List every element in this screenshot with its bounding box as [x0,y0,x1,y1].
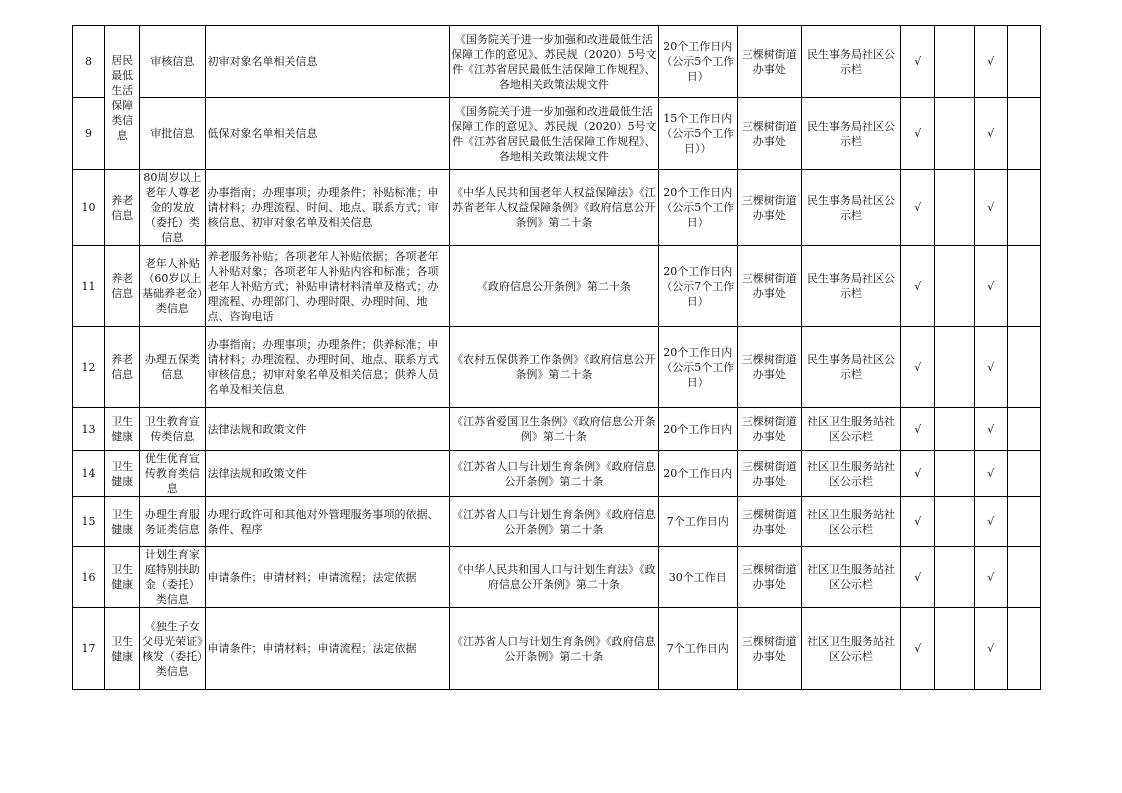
content-cell: 办理行政许可和其他对外管理服务事项的依据、条件、程序 [205,497,449,547]
check-cell-2 [935,98,974,170]
check-cell-4 [1007,246,1040,327]
check-cell-1: √ [901,451,935,497]
row-number: 8 [73,26,105,98]
category-cell: 养老信息 [105,327,140,408]
check-cell-3: √ [974,26,1007,98]
category-cell: 卫生健康 [105,497,140,547]
row-number: 13 [73,408,105,451]
row-number: 11 [73,246,105,327]
sub-item-cell: 优生优育宣传教育类信息 [140,451,205,497]
check-cell-4 [1007,408,1040,451]
check-cell-3: √ [974,170,1007,246]
subject-cell: 三棵树街道办事处 [737,408,801,451]
category-cell: 卫生健康 [105,608,140,690]
check-cell-2 [935,26,974,98]
time-limit-cell: 20个工作日内（公示5个工作日） [658,327,737,408]
basis-cell: 《江苏省人口与计划生育条例》《政府信息公开条例》第二十条 [449,608,658,690]
check-cell-2 [935,327,974,408]
table-row [73,408,1041,451]
time-limit-cell: 7个工作日内 [658,608,737,690]
basis-cell: 《中华人民共和国老年人权益保障法》《江苏省老年人权益保障条例》《政府信息公开条例》第二十条 [449,170,658,246]
check-cell-3: √ [974,98,1007,170]
time-limit-cell: 20个工作日内 [658,408,737,451]
time-limit-cell: 20个工作日内（公示5个工作日） [658,26,737,98]
check-cell-2 [935,497,974,547]
sub-item-cell: 老年人补贴（60岁以上基础养老金）类信息 [140,246,205,327]
category-cell: 养老信息 [105,246,140,327]
check-cell-4 [1007,170,1040,246]
table-row [73,547,1041,608]
basis-cell: 《政府信息公开条例》第二十条 [449,246,658,327]
subject-cell: 三棵树街道办事处 [737,327,801,408]
content-cell: 法律法规和政策文件 [205,408,449,451]
table-row [73,98,1041,170]
check-cell-4 [1007,327,1040,408]
channel-cell: 社区卫生服务站社区公示栏 [801,497,900,547]
content-cell: 养老服务补贴；各项老年人补贴依据；各项老年人补贴对象；各项老年人补贴内容和标准；各项老年人补贴方式；补贴申请材料清单及格式；办理流程、办理部门、办理时限、办理时间、地点、咨询电话 [205,246,449,327]
row-number: 15 [73,497,105,547]
row-number: 9 [73,98,105,170]
basis-cell: 《江苏省爱国卫生条例》《政府信息公开条例》第二十条 [449,408,658,451]
check-cell-1: √ [901,327,935,408]
check-cell-2 [935,170,974,246]
check-cell-3: √ [974,246,1007,327]
table-row [73,608,1041,690]
table-row [73,170,1041,246]
sub-item-cell: 办理生育服务证类信息 [140,497,205,547]
subject-cell: 三棵树街道办事处 [737,451,801,497]
channel-cell: 社区卫生服务站社区公示栏 [801,547,900,608]
category-cell: 卫生健康 [105,408,140,451]
channel-cell: 民生事务局社区公示栏 [801,170,900,246]
table-row [73,246,1041,327]
content-cell: 申请条件；申请材料；申请流程；法定依据 [205,547,449,608]
check-cell-1: √ [901,547,935,608]
content-cell: 申请条件；申请材料；申请流程；法定依据 [205,608,449,690]
check-cell-4 [1007,608,1040,690]
channel-cell: 社区卫生服务站社区公示栏 [801,608,900,690]
check-cell-1: √ [901,246,935,327]
category-cell: 卫生健康 [105,451,140,497]
check-cell-1: √ [901,408,935,451]
content-cell: 初审对象名单相关信息 [205,26,449,98]
sub-item-cell: 审核信息 [140,26,205,98]
channel-cell: 社区卫生服务站社区公示栏 [801,451,900,497]
time-limit-cell: 30个工作日 [658,547,737,608]
check-cell-4 [1007,497,1040,547]
row-number: 10 [73,170,105,246]
check-cell-2 [935,408,974,451]
sub-item-cell: 80周岁以上老年人尊老金的发放（委托）类信息 [140,170,205,246]
channel-cell: 社区卫生服务站社区公示栏 [801,408,900,451]
subject-cell: 三棵树街道办事处 [737,98,801,170]
check-cell-4 [1007,451,1040,497]
subject-cell: 三棵树街道办事处 [737,547,801,608]
subject-cell: 三棵树街道办事处 [737,608,801,690]
check-cell-4 [1007,26,1040,98]
category-cell: 养老信息 [105,170,140,246]
check-cell-2 [935,608,974,690]
table-row [73,327,1041,408]
content-cell: 低保对象名单相关信息 [205,98,449,170]
table-row [73,26,1041,98]
subject-cell: 三棵树街道办事处 [737,170,801,246]
channel-cell: 民生事务局社区公示栏 [801,26,900,98]
check-cell-4 [1007,547,1040,608]
sub-item-cell: 计划生育家庭特别扶助金（委托）类信息 [140,547,205,608]
basis-cell: 《中华人民共和国人口与计划生育法》《政府信息公开条例》第二十条 [449,547,658,608]
table-row [73,497,1041,547]
row-number: 16 [73,547,105,608]
check-cell-3: √ [974,408,1007,451]
basis-cell: 《江苏省人口与计划生育条例》《政府信息公开条例》第二十条 [449,497,658,547]
check-cell-1: √ [901,497,935,547]
content-cell: 法律法规和政策文件 [205,451,449,497]
row-number: 14 [73,451,105,497]
check-cell-2 [935,547,974,608]
time-limit-cell: 20个工作日内（公示5个工作日） [658,170,737,246]
basis-cell: 《国务院关于进一步加强和改进最低生活保障工作的意见》、苏民规（2020）5号文件《江苏省居民最低生活保障工作规程》、各地相关政策法规文件 [449,26,658,98]
time-limit-cell: 7个工作日内 [658,497,737,547]
basis-cell: 《农村五保供养工作条例》《政府信息公开条例》第二十条 [449,327,658,408]
subject-cell: 三棵树街道办事处 [737,26,801,98]
check-cell-3: √ [974,547,1007,608]
disclosure-table [72,25,1041,690]
channel-cell: 民生事务局社区公示栏 [801,327,900,408]
check-cell-1: √ [901,98,935,170]
sub-item-cell: 卫生教育宣传类信息 [140,408,205,451]
basis-cell: 《江苏省人口与计划生育条例》《政府信息公开条例》第二十条 [449,451,658,497]
time-limit-cell: 20个工作日内 [658,451,737,497]
check-cell-1: √ [901,608,935,690]
check-cell-3: √ [974,497,1007,547]
check-cell-1: √ [901,26,935,98]
check-cell-3: √ [974,451,1007,497]
check-cell-2 [935,246,974,327]
table-row [73,451,1041,497]
check-cell-2 [935,451,974,497]
channel-cell: 民生事务局社区公示栏 [801,98,900,170]
row-number: 17 [73,608,105,690]
time-limit-cell: 15个工作日内（公示5个工作日）） [658,98,737,170]
check-cell-4 [1007,98,1040,170]
category-cell: 卫生健康 [105,547,140,608]
sub-item-cell: 办理五保类信息 [140,327,205,408]
sub-item-cell: 审批信息 [140,98,205,170]
category-cell: 居民最低生活保障类信息 [105,26,140,170]
subject-cell: 三棵树街道办事处 [737,246,801,327]
content-cell: 办事指南；办理事项；办理条件；补贴标准；申请材料；办理流程、时间、地点、联系方式；审核信息、初审对象名单及相关信息 [205,170,449,246]
check-cell-1: √ [901,170,935,246]
sub-item-cell: 《独生子女父母光荣证》核发（委托）类信息 [140,608,205,690]
channel-cell: 民生事务局社区公示栏 [801,246,900,327]
check-cell-3: √ [974,327,1007,408]
basis-cell: 《国务院关于进一步加强和改进最低生活保障工作的意见》、苏民规（2020）5号文件《江苏省居民最低生活保障工作规程》、各地相关政策法规文件 [449,98,658,170]
row-number: 12 [73,327,105,408]
content-cell: 办事指南；办理事项；办理条件；供养标准；申请材料；办理流程、办理时间、地点、联系方式审核信息；初审对象名单及相关信息；供养人员名单及相关信息 [205,327,449,408]
time-limit-cell: 20个工作日内（公示7个工作日） [658,246,737,327]
subject-cell: 三棵树街道办事处 [737,497,801,547]
check-cell-3: √ [974,608,1007,690]
